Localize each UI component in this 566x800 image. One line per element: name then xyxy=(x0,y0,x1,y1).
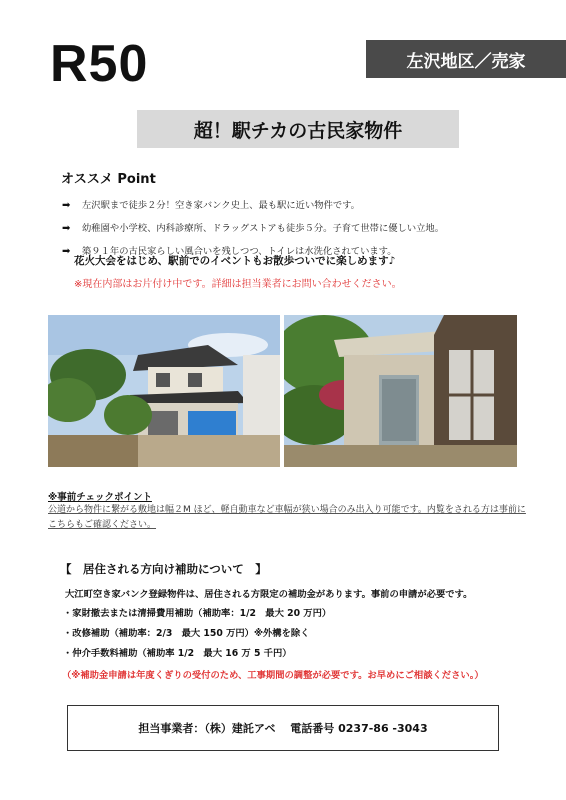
list-item: ・改修補助（補助率：2/3 最大 150 万円）※外構を除く xyxy=(63,628,310,639)
precheck-title: ※事前チェックポイント xyxy=(48,492,152,503)
precheck-body: 公道から物件に繋がる敷地は幅２M ほど、軽自動車など車幅が狭い場合のみ出入り可能です。内覧をされる方は事前にこちらもご確認ください。 xyxy=(48,505,526,530)
arrow-right-icon: ➡ xyxy=(62,246,71,257)
subsidy-intro: 大江町空き家バンク登録物件は、居住される方限定の補助金があります。事前の申請が必要です。 xyxy=(65,589,473,600)
contact-text: 担当事業者：（株）建託アベ 電話番号 0237-86 -3043 xyxy=(138,722,428,735)
subsidy-list xyxy=(63,604,331,664)
arrow-right-icon: ➡ xyxy=(62,200,71,211)
page-headline: 超！駅チカの古民家物件 xyxy=(137,110,459,148)
list-item xyxy=(62,194,444,217)
highlight-text: 花火大会をはじめ、駅前でのイベントもお散歩ついでに楽しめます♪ xyxy=(74,255,396,267)
house-entrance-photo xyxy=(284,315,517,467)
point-text: 左沢駅まで徒歩２分！空き家バンク史上、最も駅に近い物件です。 xyxy=(82,200,360,211)
notice-text: ※現在内部はお片付け中です。詳細は担当業者にお問い合わせください。 xyxy=(74,279,402,290)
precheck-text xyxy=(48,503,528,533)
arrow-right-icon: ➡ xyxy=(62,223,71,234)
list-item: ・家財撤去または清掃費用補助（補助率：1/2 最大 20 万円） xyxy=(63,608,332,619)
point-text: 築９１年の古民家らしい風合いを残しつつ、トイレは水洗化されています。 xyxy=(82,246,397,257)
house-exterior-photo xyxy=(48,315,280,467)
point-text: 幼稚園や小学校、内科診療所、ドラッグストアも徒歩５分。子育て世帯に優しい立地。 xyxy=(82,223,445,234)
subsidy-title: 【 居住される方向け補助について 】 xyxy=(60,562,267,576)
list-item xyxy=(62,217,444,240)
subsidy-note: （※補助金申請は年度くぎりの受付のため、工事期間の調整が必要です。お早めにご相談ください。） xyxy=(62,670,484,681)
recommend-point-title: オススメ Point xyxy=(61,172,156,187)
property-code: R50 xyxy=(50,35,149,93)
area-badge: 左沢地区／売家 xyxy=(366,40,566,78)
list-item: ・仲介手数料補助（補助率 1/2 最大 16 万 5 千円） xyxy=(63,648,292,659)
contact-box xyxy=(67,705,499,751)
